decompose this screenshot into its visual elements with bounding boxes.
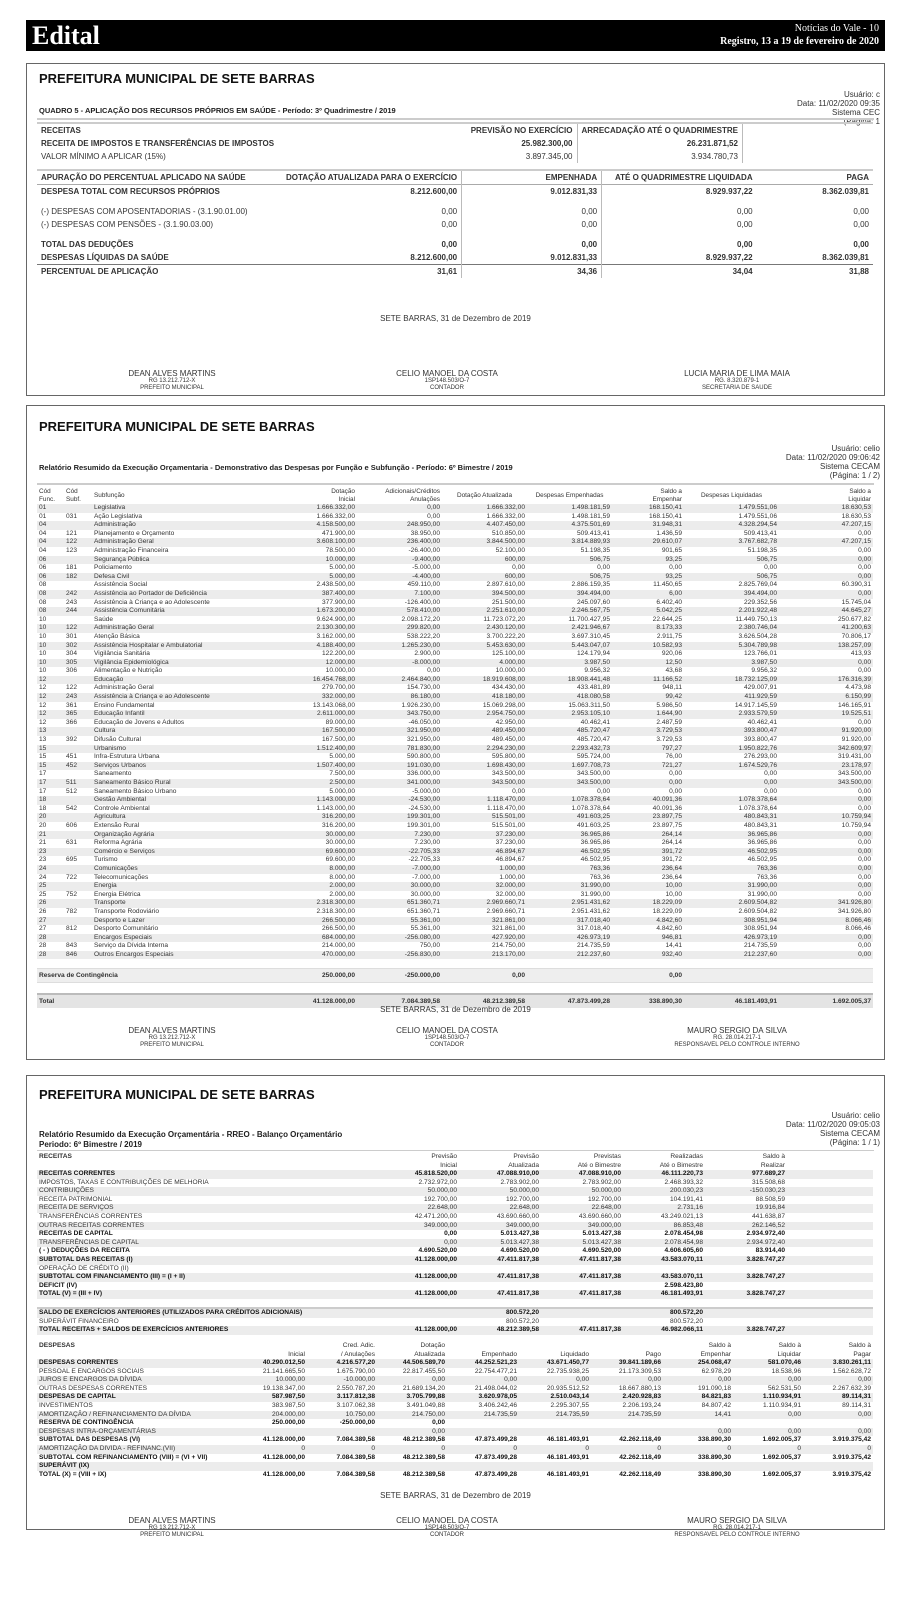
place-date: SETE BARRAS, 31 de Dezembro de 2019 xyxy=(380,1491,531,1500)
table-row: 06 Segurança Pública 10.000,00 -9.400,00 600,00 506,75 93,25 506,75 0,00 xyxy=(39,555,871,563)
table-row: 21 Organização Agrária 30.000,00 7.230,00 37.230,00 36.965,86 264,14 36.965,86 0,00 xyxy=(39,830,871,838)
table-row: 26 Transporte 2.318.300,00 651.360,71 2.969.660,71 2.951.431,62 18.229,09 2.609.504,82 341.926,80 xyxy=(39,899,871,907)
report-period: Periodo: 6º Bimestre / 2019 xyxy=(39,1140,142,1149)
table-row: 15 452 Serviços Urbanos 1.507.400,00 191.030,00 1.698.430,00 1.697.708,73 721,27 1.674.529,76 23.178,97 xyxy=(39,761,871,769)
signature-block: CELIO MANOEL DA COSTA 1SP148.503/O-7 CONTADOR xyxy=(396,1026,498,1048)
table-row: DESPESA TOTAL COM RECURSOS PRÓPRIOS 8.212.600,00 9.012.831,33 8.929.937,22 8.362.039,81 xyxy=(37,185,873,199)
table-row: 17 Saneamento 7.500,00 336.000,00 343.500,00 343.500,00 0,00 0,00 343.500,00 xyxy=(39,770,871,778)
table-row: 26 782 Transporte Rodoviário 2.318.300,00 651.360,71 2.969.660,71 2.951.431,62 18.229,09 2.609.504,82 341.926,80 xyxy=(39,907,871,915)
page-title: PREFEITURA MUNICIPAL DE SETE BARRAS xyxy=(39,1087,315,1102)
table-row: 24 Comunicações 8.000,00 -7.000,00 1.000,00 763,36 236,64 763,36 0,00 xyxy=(39,864,871,872)
panel-quadro5-saude xyxy=(26,63,885,396)
signature-block: DEAN ALVES MARTINS RG 13.212.712-X PREFEITO MUNICIPAL xyxy=(128,1516,216,1538)
table-row: TRANSFERÊNCIAS CORRENTES 42.471.200,00 43.690.660,00 43.690.660,00 43.249.021,13 441.638,87 xyxy=(39,1212,785,1220)
table-row: 21 631 Reforma Agrária 30.000,00 7.230,00 37.230,00 36.965,86 264,14 36.965,86 0,00 xyxy=(39,839,871,847)
table-row: 08 243 Assistência à Criança e ao Adolescente 377.900,00 -126.400,00 251.500,00 245.097,60 6.402,40 229.352,56 15.745,04 xyxy=(39,598,871,606)
table-row: 12 366 Educação de Jovens e Adultos 89.000,00 -46.050,00 42.950,00 40.462,41 2.487,59 40.462,41 0,00 xyxy=(39,718,871,726)
signature-block: DEAN ALVES MARTINS RG 13.212.712-X PREFEITO MUNICIPAL xyxy=(128,1026,216,1048)
table-row: ( - ) DEDUÇÕES DA RECEITA 4.690.520,00 4.690.520,00 4.690.520,00 4.606.605,60 83.914,40 xyxy=(39,1247,785,1255)
receitas-table: RECEITAS PREVISÃO NO EXERCÍCIO ARRECADAÇÃO ATÉ O QUADRIMESTRE RECEITA DE IMPOSTOS E TRANSFERÊNCIAS DE IMPOSTOS 25.982.300,00 26.231.871,52 VALOR MÍNIMO A APLICAR (15%) 3.897.345,00 3.934.780,73 xyxy=(37,122,873,163)
table-row: DESPESAS CORRENTES 40.290.012,50 4.216.577,20 44.506.589,70 44.252.521,23 43.671.450,77 39.841.189,66 254.068,47 581.070,46 3.830.261,11 xyxy=(39,1359,871,1366)
table-row: 28 846 Outros Encargos Especiais 470.000,00 -256.830,00 213.170,00 212.237,60 932,40 212.237,60 0,00 xyxy=(39,950,871,958)
table-row: (-) DESPESAS COM PENSÕES - (3.1.90.03.00) 0,00 0,00 0,00 0,00 xyxy=(41,220,869,229)
table-row: 17 512 Saneamento Básico Urbano 5.000,00 -5.000,00 0,00 0,00 0,00 0,00 0,00 xyxy=(39,787,871,795)
table-row: SUPERÁVIT FINANCEIRO 800.572,20 800.572,20 xyxy=(39,1317,703,1325)
table-row: 06 181 Policiamento 5.000,00 -5.000,00 0,00 0,00 0,00 0,00 0,00 xyxy=(39,564,871,572)
table-row: 04 Administração 4.158.500,00 248.950,00 4.407.450,00 4.375.501,69 31.948,31 4.328.294,54 47.207,15 xyxy=(39,521,871,529)
table-row: RECEITA DE IMPOSTOS E TRANSFERÊNCIAS DE IMPOSTOS 25.982.300,00 26.231.871,52 xyxy=(37,137,873,150)
signature-block: MAURO SERGIO DA SILVA RG. 28.014.217-1 RESPONSAVEL PELO CONTROLE INTERNO xyxy=(674,1516,800,1538)
table-row: RECEITAS CORRENTES 45.818.520,00 47.088.910,00 47.088.910,00 46.111.220,73 977.689,27 xyxy=(37,1170,873,1179)
apuracao-table: APURAÇÃO DO PERCENTUAL APLICADO NA SAÚDE DOTAÇÃO ATUALIZADA PARA O EXERCÍCIO EMPENHADA ATÉ O QUADRIMESTRE LIQUIDADA PAGA DESPESA TOTAL COM RECURSOS PRÓPRIOS 8.212.600,00 9.012.831,33 8.929.937,22 8.362.039,81 (-) DESPESAS COM APOSENTADORIAS - (3.1.90.01.00) 0,00 0,00 0,00 0,00 (-) DESPESAS COM PENSÕES - (3.1.90.03.00) 0,00 0,00 0,00 0,00 TOTAL DAS DEDUÇÕES 0,00 0,00 0,00 0,00 DESPESAS LÍQUIDAS DA SAÚDE 8.212.600,00 9.012.831,33 8.929.937,22 8.362.039,81 PERCENTUAL DE APLICAÇÃO 31,61 34,36 34,04 31,88 xyxy=(37,169,873,278)
page-title: PREFEITURA MUNICIPAL DE SETE BARRAS xyxy=(39,419,315,434)
table-row: SUBTOTAL COM FINANCIAMENTO (III) = (I + II) 41.128.000,00 47.411.817,38 47.411.817,38 43.583.070,11 3.828.747,27 xyxy=(37,1273,873,1282)
table-row: 04 121 Planejamento e Orçamento 471.900,00 38.950,00 510.850,00 509.413,41 1.436,59 509.413,41 0,00 xyxy=(39,529,871,537)
table-row: 28 843 Serviço da Dívida Interna 214.000,00 750,00 214.750,00 214.735,59 14,41 214.735,59 0,00 xyxy=(39,942,871,950)
place-date: SETE BARRAS, 31 de Dezembro de 2019 xyxy=(380,314,531,323)
saude-tables xyxy=(37,122,873,278)
table-row: TRANSFERÊNCIAS DE CAPITAL 0,00 5.013.427,38 5.013.427,38 2.078.454,98 2.934.972,40 xyxy=(37,1239,873,1248)
table-row: RESERVA DE CONTINGÊNCIA 250.000,00 -250.000,00 0,00 xyxy=(39,1419,445,1427)
total-row: Total 41.128.000,00 7.084.389,58 48.212.389,58 47.873.499,28 338.890,30 46.181.493,91 1.692.005,37 xyxy=(37,994,873,1008)
table-row: 01 Legislativa 1.666.332,00 0,00 1.666.332,00 1.498.181,59 168.150,41 1.479.551,06 18.630,53 xyxy=(39,504,871,511)
table-row: 15 Urbanismo 1.512.400,00 781.830,00 2.294.230,00 2.293.432,73 797,27 1.950.822,76 342.609,97 xyxy=(39,744,871,752)
report-meta: Usuário: c Data: 11/02/2020 09:35 Sistema CEC (Página: 1 xyxy=(796,90,880,126)
signature-block: DEAN ALVES MARTINS RG 13.212.712-X PREFEITO MUNICIPAL xyxy=(128,369,216,391)
table-row: CONTRIBUIÇÕES 50.000,00 50.000,00 50.000,00 200.030,23 -150.030,23 xyxy=(37,1187,873,1196)
edition-date: Registro, 13 a 19 de fevereiro de 2020 xyxy=(720,36,879,47)
table-row: 27 Desporto e Lazer 266.500,00 55.361,00 321.861,00 317.018,40 4.842,60 308.951,94 8.066,46 xyxy=(39,916,871,924)
table-row: 25 752 Energia Elétrica 2.000,00 30.000,00 32.000,00 31.990,00 10,00 31.990,00 0,00 xyxy=(39,890,871,898)
table-row: SUBTOTAL DAS RECEITAS (I) 41.128.000,00 47.411.817,38 47.411.817,38 43.583.070,11 3.828.747,27 xyxy=(37,1256,873,1265)
table-row: 04 122 Administração Geral 3.608.100,00 236.400,00 3.844.500,00 3.814.889,93 29.610,07 3.767.682,78 47.207,15 xyxy=(39,538,871,546)
table-row: 13 392 Difusão Cultural 167.500,00 321.950,00 489.450,00 485.720,47 3.729,53 393.800,47 91.920,00 xyxy=(39,736,871,744)
table-row: AMORTIZAÇÃO / REFINANCIAMENTO DA DÍVIDA 204.000,00 10.750,00 214.750,00 214.735,59 214.735,59 214.735,59 14,41 0,00 0,00 xyxy=(39,1410,871,1418)
despesas-table xyxy=(37,1342,873,1479)
table-row: 12 361 Ensino Fundamental 13.143.068,00 1.926.230,00 15.069.298,00 15.063.311,50 5.986,50 14.917.145,59 146.165,91 xyxy=(39,701,871,709)
signature-block: MAURO SERGIO DA SILVA RG. 28.014.217-1 RESPONSAVEL PELO CONTROLE INTERNO xyxy=(674,1026,800,1048)
table-row: DESPESAS INTRA-ORÇAMENTÁRIAS 0,00 0,00 0,00 0,00 xyxy=(39,1427,871,1435)
table-row: 12 Educação 16.454.768,00 2.464.840,00 18.919.608,00 18.908.441,48 11.166,52 18.732.125,09 176.316,39 xyxy=(39,675,871,683)
table-row: 06 182 Defesa Civil 5.000,00 -4.400,00 600,00 506,75 93,25 506,75 0,00 xyxy=(39,572,871,580)
report-subtitle: Relatório Resumido da Execução Orçamentaria - Demonstrativo das Despesas por Função e Subfunção - Período: 6º Bimestre / 2019 xyxy=(39,463,513,472)
table-row: VALOR MÍNIMO A APLICAR (15%) 3.897.345,00 3.934.780,73 xyxy=(37,150,873,163)
table-row: 23 Comércio e Serviços 69.600,00 -22.705,33 46.894,67 46.502,95 391,72 46.502,95 0,00 xyxy=(39,847,871,855)
table-row: 10 302 Assistência Hospitalar e Ambulatorial 4.188.400,00 1.265.230,00 5.453.630,00 5.443.047,07 10.582,93 5.304.789,98 138.257,09 xyxy=(39,641,871,649)
table-row: INVESTIMENTOS 383.987,50 3.107.062,38 3.491.049,88 3.406.242,46 2.295.307,55 2.206.193,24 84.807,42 1.110.934,91 89.114,31 xyxy=(39,1401,871,1409)
receitas-table xyxy=(37,1153,873,1335)
table-row: SALDO DE EXERCÍCIOS ANTERIORES (UTILIZADOS PARA CRÉDITOS ADICIONAIS) 800.572,20 800.572,20 xyxy=(37,1308,873,1318)
table-row: 10 306 Alimentação e Nutrição 10.000,00 0,00 10.000,00 9.956,32 43,68 9.956,32 0,00 xyxy=(39,667,871,675)
despesas-funcao-table xyxy=(37,488,873,1008)
table-row: 25 Energia 2.000,00 30.000,00 32.000,00 31.990,00 10,00 31.990,00 0,00 xyxy=(39,882,871,890)
reserva-row: Reserva de Contingência 250.000,00 -250.000,00 0,00 0,00 xyxy=(37,969,873,983)
table-row: PESSOAL E ENCARGOS SOCIAIS 21.141.665,50 1.675.790,00 22.817.455,50 22.754.477,21 22.735.938,25 21.173.309,53 62.978,29 18.538,96 1.562.628,72 xyxy=(39,1367,871,1375)
signature-block: CELIO MANOEL DA COSTA 1SP148.503/O-7 CONTADOR xyxy=(396,369,498,391)
report-meta: Usuário: celio Data: 11/02/2020 09:05:03 Sistema CECAM (Página: 1 / 1) xyxy=(785,1111,880,1147)
table-row: 08 244 Assistência Comunitária 1.673.200,00 578.410,00 2.251.610,00 2.246.567,75 5.042,25 2.201.922,48 44.645,27 xyxy=(39,607,871,615)
table-row: IMPOSTOS, TAXAS E CONTRIBUIÇÕES DE MELHORIA 2.732.972,00 2.783.902,00 2.783.902,00 2.468.393,32 315.508,68 xyxy=(39,1178,785,1186)
page-title: PREFEITURA MUNICIPAL DE SETE BARRAS xyxy=(39,71,315,86)
table-row: SUBTOTAL DAS DESPESAS (VI) 41.128.000,00 7.084.389,58 48.212.389,58 47.873.499,28 46.181.493,91 42.262.118,49 338.890,30 1.692.005,37 3.919.375,42 xyxy=(39,1436,871,1444)
table-row: DESPESAS LÍQUIDAS DA SAÚDE 8.212.600,00 9.012.831,33 8.929.937,22 8.362.039,81 xyxy=(37,251,873,265)
place-date: SETE BARRAS, 31 de Dezembro de 2019 xyxy=(380,1005,531,1014)
table-row: OPERAÇÃO DE CRÉDITO (II) xyxy=(39,1264,129,1272)
table-row: 23 695 Turismo 69.600,00 -22.705,33 46.894,67 46.502,95 391,72 46.502,95 0,00 xyxy=(39,856,871,864)
table-row: 12 243 Assistência à Criança e ao Adolescente 332.000,00 86.180,00 418.180,00 418.080,58 99,42 411.929,59 6.150,99 xyxy=(39,693,871,701)
table-row: OUTRAS RECEITAS CORRENTES 349.000,00 349.000,00 349.000,00 86.853,48 262.146,52 xyxy=(37,1222,873,1231)
table-row: 12 122 Administração Geral 279.700,00 154.730,00 434.430,00 433.481,89 948,11 429.007,91 4.473,98 xyxy=(39,684,871,692)
table-row: SUBTOTAL COM REFINANCIAMENTO (VIII) = (VI + VII) 41.128.000,00 7.084.389,58 48.212.389,58 47.873.499,28 46.181.493,91 42.262.118,49 338.890,30 1.692.005,37 3.919.375,42 xyxy=(39,1453,871,1461)
report-meta: Usuário: celio Data: 11/02/2020 09:06:42 Sistema CECAM (Página: 1 / 2) xyxy=(785,444,880,480)
table-row: 08 242 Assistência ao Portador de Deficiência 387.400,00 7.100,00 394.500,00 394.494,00 6,00 394.494,00 0,00 xyxy=(39,589,871,597)
section-title: Edital xyxy=(32,21,100,50)
table-row: 13 Cultura 167.500,00 321.950,00 489.450,00 485.720,47 3.729,53 393.800,47 91.920,00 xyxy=(39,727,871,735)
table-row: 08 Assistência Social 2.438.500,00 459.110,00 2.897.610,00 2.886.159,35 11.450,65 2.825.769,04 60.390,31 xyxy=(39,581,871,589)
table-header: RECEITAS Previsão Inicial Previsão Atualizada Previstas Até o Bimestre Realizadas Até o Bimestre Saldo à Realizar xyxy=(39,1153,785,1169)
newspaper-page: Notícias do Vale - 10 xyxy=(794,23,879,34)
table-row: 27 812 Desporto Comunitário 266.500,00 55.361,00 321.861,00 317.018,40 4.842,60 308.951,94 8.066,46 xyxy=(39,925,871,933)
panel-balanco-orcamentario xyxy=(26,1075,885,1538)
table-row: SUPERÁVIT (IX) xyxy=(37,1462,873,1471)
signature-block: LUCIA MARIA DE LIMA MAIA RG. 8.320.879-1 SECRETARIA DE SAUDE xyxy=(684,369,790,391)
table-row: 10 301 Atenção Básica 3.162.000,00 538.222,20 3.700.222,20 3.697.310,45 2.911,75 3.626.504,28 70.806,17 xyxy=(39,632,871,640)
table-row: JUROS E ENCARGOS DA DÍVIDA 10.000,00 -10.000,00 0,00 0,00 0,00 0,00 0,00 0,00 0,00 xyxy=(39,1376,871,1384)
panel-despesas-funcao xyxy=(26,405,885,1060)
table-row: 01 031 Ação Legislativa 1.666.332,00 0,00 1.666.332,00 1.498.181,59 168.150,41 1.479.551,06 18.630,53 xyxy=(39,512,871,520)
table-row: RECEITA DE SERVIÇOS 22.648,00 22.648,00 22.648,00 2.731,16 19.916,84 xyxy=(37,1204,873,1213)
table-row: 18 542 Controle Ambiental 1.143.000,00 -24.530,00 1.118.470,00 1.078.378,64 40.091,36 1.078.378,64 0,00 xyxy=(39,804,871,812)
table-header: Cód Func. Cód Subf. Subfunção Dotação Inicial Adicionais/Créditos Anulações Dotação Atualizada Despesas Empenhadas Saldo a Empenhar Despesas Liquidadas Saldo a Liquidar xyxy=(39,488,871,503)
signature-block: CELIO MANOEL DA COSTA 1SP148.503/O-7 CONTADOR xyxy=(396,1516,498,1538)
table-row: TOTAL (X) = (VIII + IX) 41.128.000,00 7.084.389,58 48.212.389,58 47.873.499,28 46.181.493,91 42.262.118,49 338.890,30 1.692.005,37 3.919.375,42 xyxy=(39,1470,871,1478)
table-row: 10 304 Vigilância Sanitária 122.200,00 2.900,00 125.100,00 124.179,94 920,06 123.766,01 413,93 xyxy=(39,650,871,658)
table-row: 20 606 Extensão Rural 316.200,00 199.301,00 515.501,00 491.603,25 23.897,75 480.843,31 10.759,94 xyxy=(39,821,871,829)
table-row: DEFICIT (IV) 2.598.423,80 xyxy=(39,1281,703,1289)
table-row: 10 305 Vigilância Epidemiológica 12.000,00 -8.000,00 4.000,00 3.987,50 12,50 3.987,50 0,00 xyxy=(39,658,871,666)
table-row: 18 Gestão Ambiental 1.143.000,00 -24.530,00 1.118.470,00 1.078.378,64 40.091,36 1.078.378,64 0,00 xyxy=(39,796,871,804)
table-row: 10 Saúde 9.624.900,00 2.098.172,20 11.723.072,20 11.700.427,95 22.644,25 11.449.750,13 250.677,82 xyxy=(39,615,871,623)
table-row: 10 122 Administração Geral 2.130.300,00 299.820,00 2.430.120,00 2.421.946,67 8.173,33 2.380.746,04 41.200,63 xyxy=(39,624,871,632)
table-row: RECEITAS DE CAPITAL 0,00 5.013.427,38 5.013.427,38 2.078.454,98 2.934.972,40 xyxy=(39,1230,785,1238)
table-row: TOTAL RECEITAS + SALDOS DE EXERCÍCIOS ANTERIORES 41.128.000,00 48.212.389,58 47.411.817,38 46.982.066,11 3.828.747,27 xyxy=(37,1326,873,1335)
table-row: 24 722 Telecomunicações 8.000,00 -7.000,00 1.000,00 763,36 236,64 763,36 0,00 xyxy=(39,873,871,881)
table-row: OUTRAS DESPESAS CORRENTES 19.138.347,00 2.550.787,20 21.689.134,20 21.498.044,02 20.935.512,52 18.667.880,13 191.090,18 562.531,50 2.267.632,39 xyxy=(39,1384,871,1392)
table-row: PERCENTUAL DE APLICAÇÃO 31,61 34,36 34,04 31,88 xyxy=(37,265,873,279)
table-row: 04 123 Administração Financeira 78.500,00 -26.400,00 52.100,00 51.198,35 901,65 51.198,35 0,00 xyxy=(39,546,871,554)
table-row: DESPESAS DE CAPITAL 587.987,50 3.117.812,38 3.705.799,88 3.620.978,05 2.510.043,14 2.420.928,83 84.821,83 1.110.934,91 89.114,31 xyxy=(39,1393,871,1401)
report-subtitle: Relatório Resumido da Execução Orçamentária - RREO - Balanço Orçamentário xyxy=(39,1130,343,1139)
table-row: 17 511 Saneamento Básico Rural 2.500,00 341.000,00 343.500,00 343.500,00 0,00 0,00 343.500,00 xyxy=(39,779,871,786)
table-row: 28 Encargos Especiais 684.000,00 -256.080,00 427.920,00 426.973,19 946,81 426.973,19 0,00 xyxy=(39,933,871,941)
table-row: RECEITA PATRIMONIAL 192.700,00 192.700,00 192.700,00 104.191,41 88.508,59 xyxy=(39,1195,785,1203)
table-row: TOTAL DAS DEDUÇÕES 0,00 0,00 0,00 0,00 xyxy=(37,231,873,251)
table-row: AMORTIZAÇÃO DA DIVIDA - REFINANC.(VII) 0 0 0 0 0 0 0 0 0 xyxy=(39,1444,871,1452)
table-header: DESPESAS Inicial Cred. Adic. / Anulações Dotação Atualizada Empenhado Liquidado Pago Saldo à Empenhar Saldo à Liquidar Saldo à Pagar xyxy=(39,1342,871,1358)
table-row: 12 365 Educação Infantil 2.611.000,00 343.750,00 2.954.750,00 2.953.105,10 1.644,90 2.933.579,59 19.525,51 xyxy=(39,710,871,718)
table-row: TOTAL (V) = (III + IV) 41.128.000,00 47.411.817,38 47.411.817,38 46.181.493,91 3.828.747,27 xyxy=(37,1290,873,1299)
report-subtitle: QUADRO 5 - APLICAÇÃO DOS RECURSOS PRÓPRIOS EM SAÚDE - Período: 3º Quadrimestre / 2019 xyxy=(39,106,396,115)
newspaper-masthead xyxy=(26,20,885,51)
table-row: (-) DESPESAS COM APOSENTADORIAS - (3.1.90.01.00) 0,00 0,00 0,00 0,00 xyxy=(37,198,873,218)
table-row: 15 451 Infra-Estrutura Urbana 5.000,00 590.800,00 595.800,00 595.724,00 76,00 276.293,00 319.431,00 xyxy=(39,753,871,761)
table-row: 20 Agricultura 316.200,00 199.301,00 515.501,00 491.603,25 23.897,75 480.843,31 10.759,94 xyxy=(39,813,871,821)
